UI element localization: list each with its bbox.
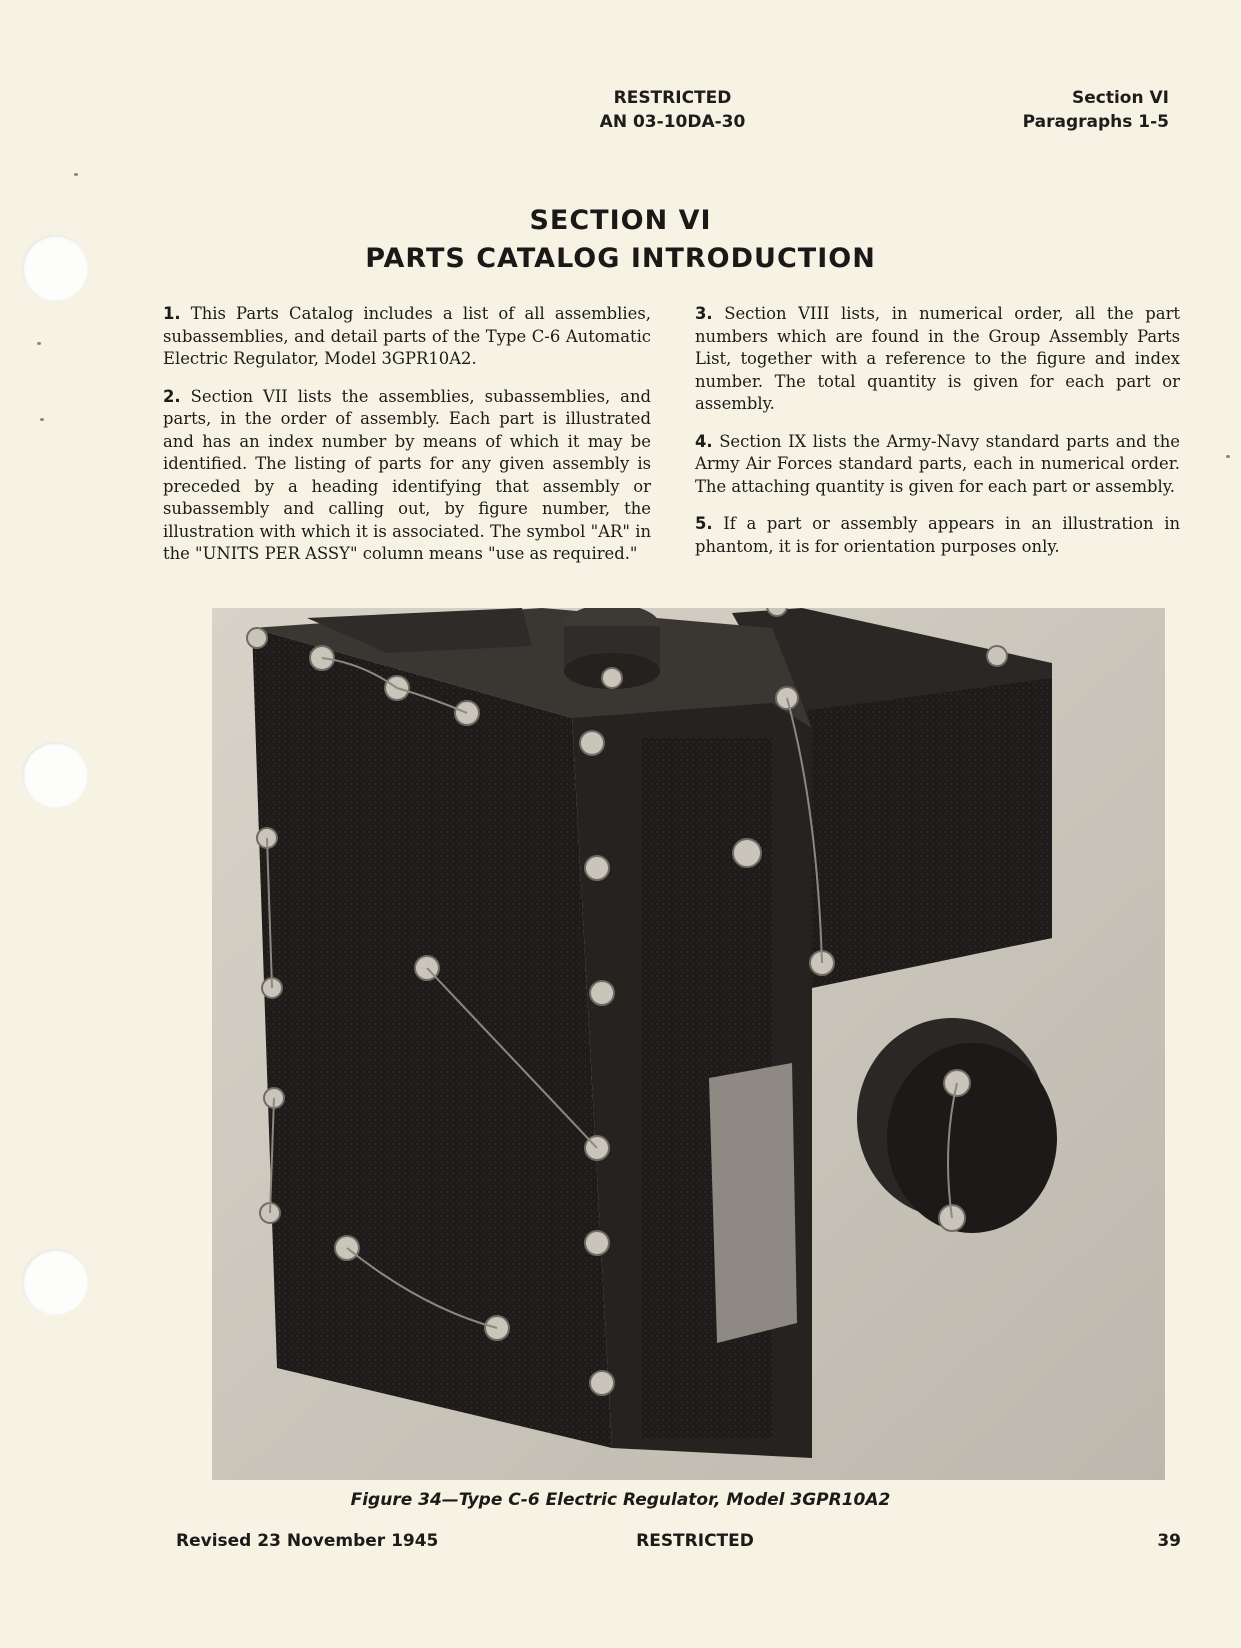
header-classification: RESTRICTED bbox=[613, 88, 732, 108]
text-column-right bbox=[695, 303, 1180, 573]
paragraph-3 bbox=[695, 303, 1180, 416]
header-section: Section VI bbox=[1072, 88, 1169, 108]
header-center bbox=[500, 86, 845, 134]
paragraph-text: If a part or assembly appears in an illustration in phantom, it is for orientation purposes only. bbox=[695, 514, 1181, 556]
footer-revised: Revised 23 November 1945 bbox=[176, 1531, 439, 1551]
paragraph-text: This Parts Catalog includes a list of all assemblies, subassemblies, and detail parts of the Type C-6 Automatic Electric Regulator, Model 3GPR10A2. bbox=[163, 304, 651, 368]
binder-hole bbox=[22, 1249, 88, 1315]
paragraph-1 bbox=[163, 303, 651, 371]
paper-speck bbox=[74, 173, 78, 176]
section-subtitle: PARTS CATALOG INTRODUCTION bbox=[365, 243, 876, 274]
regulator-photo bbox=[212, 608, 1165, 1480]
paragraph-2 bbox=[163, 386, 651, 566]
paper-speck bbox=[1226, 455, 1230, 458]
paragraph-4 bbox=[695, 431, 1180, 499]
paper-speck bbox=[37, 342, 41, 345]
paragraph-number: 1. bbox=[163, 304, 181, 323]
header-right bbox=[1023, 86, 1169, 134]
paragraph-number: 2. bbox=[163, 386, 181, 406]
section-title: SECTION VI bbox=[529, 205, 712, 236]
header-document-number: AN 03-10DA-30 bbox=[599, 112, 746, 132]
binder-hole bbox=[22, 742, 88, 808]
paragraph-text: Section VII lists the assemblies, subassemblies, and parts, in the order of assembly. Each part is illustrated and has an index number by means of which it may be identified. The listing of parts for any given assembly is preceded by a heading identifying that assembly or subassembly and calling out, by figure number, the illustration with which it is associated. The symbol "AR" in the "UNITS PER ASSY" column means "use as required." bbox=[163, 386, 651, 563]
paragraph-number: 3. bbox=[695, 304, 713, 323]
paragraph-number: 4. bbox=[695, 431, 713, 451]
footer-classification: RESTRICTED bbox=[636, 1531, 754, 1551]
header-paragraphs: Paragraphs 1-5 bbox=[1022, 112, 1169, 132]
paragraph-number: 5. bbox=[695, 514, 713, 533]
paper-speck bbox=[40, 418, 44, 421]
paragraph-text: Section VIII lists, in numerical order, all the part numbers which are found in the Group Assembly Parts List, together with a reference to the figure and index number. The total quantity is given for each part or assembly. bbox=[695, 304, 1180, 413]
page-number: 39 bbox=[1157, 1531, 1181, 1551]
text-column-left bbox=[163, 303, 651, 581]
regulator-illustration bbox=[212, 608, 1165, 1480]
paragraph-5 bbox=[695, 513, 1180, 558]
figure-caption: Figure 34—Type C-6 Electric Regulator, Model 3GPR10A2 bbox=[350, 1490, 891, 1510]
paragraph-text: Section IX lists the Army-Navy standard parts and the Army Air Forces standard parts, each in numerical order. The attaching quantity is given for each part or assembly. bbox=[695, 431, 1181, 496]
